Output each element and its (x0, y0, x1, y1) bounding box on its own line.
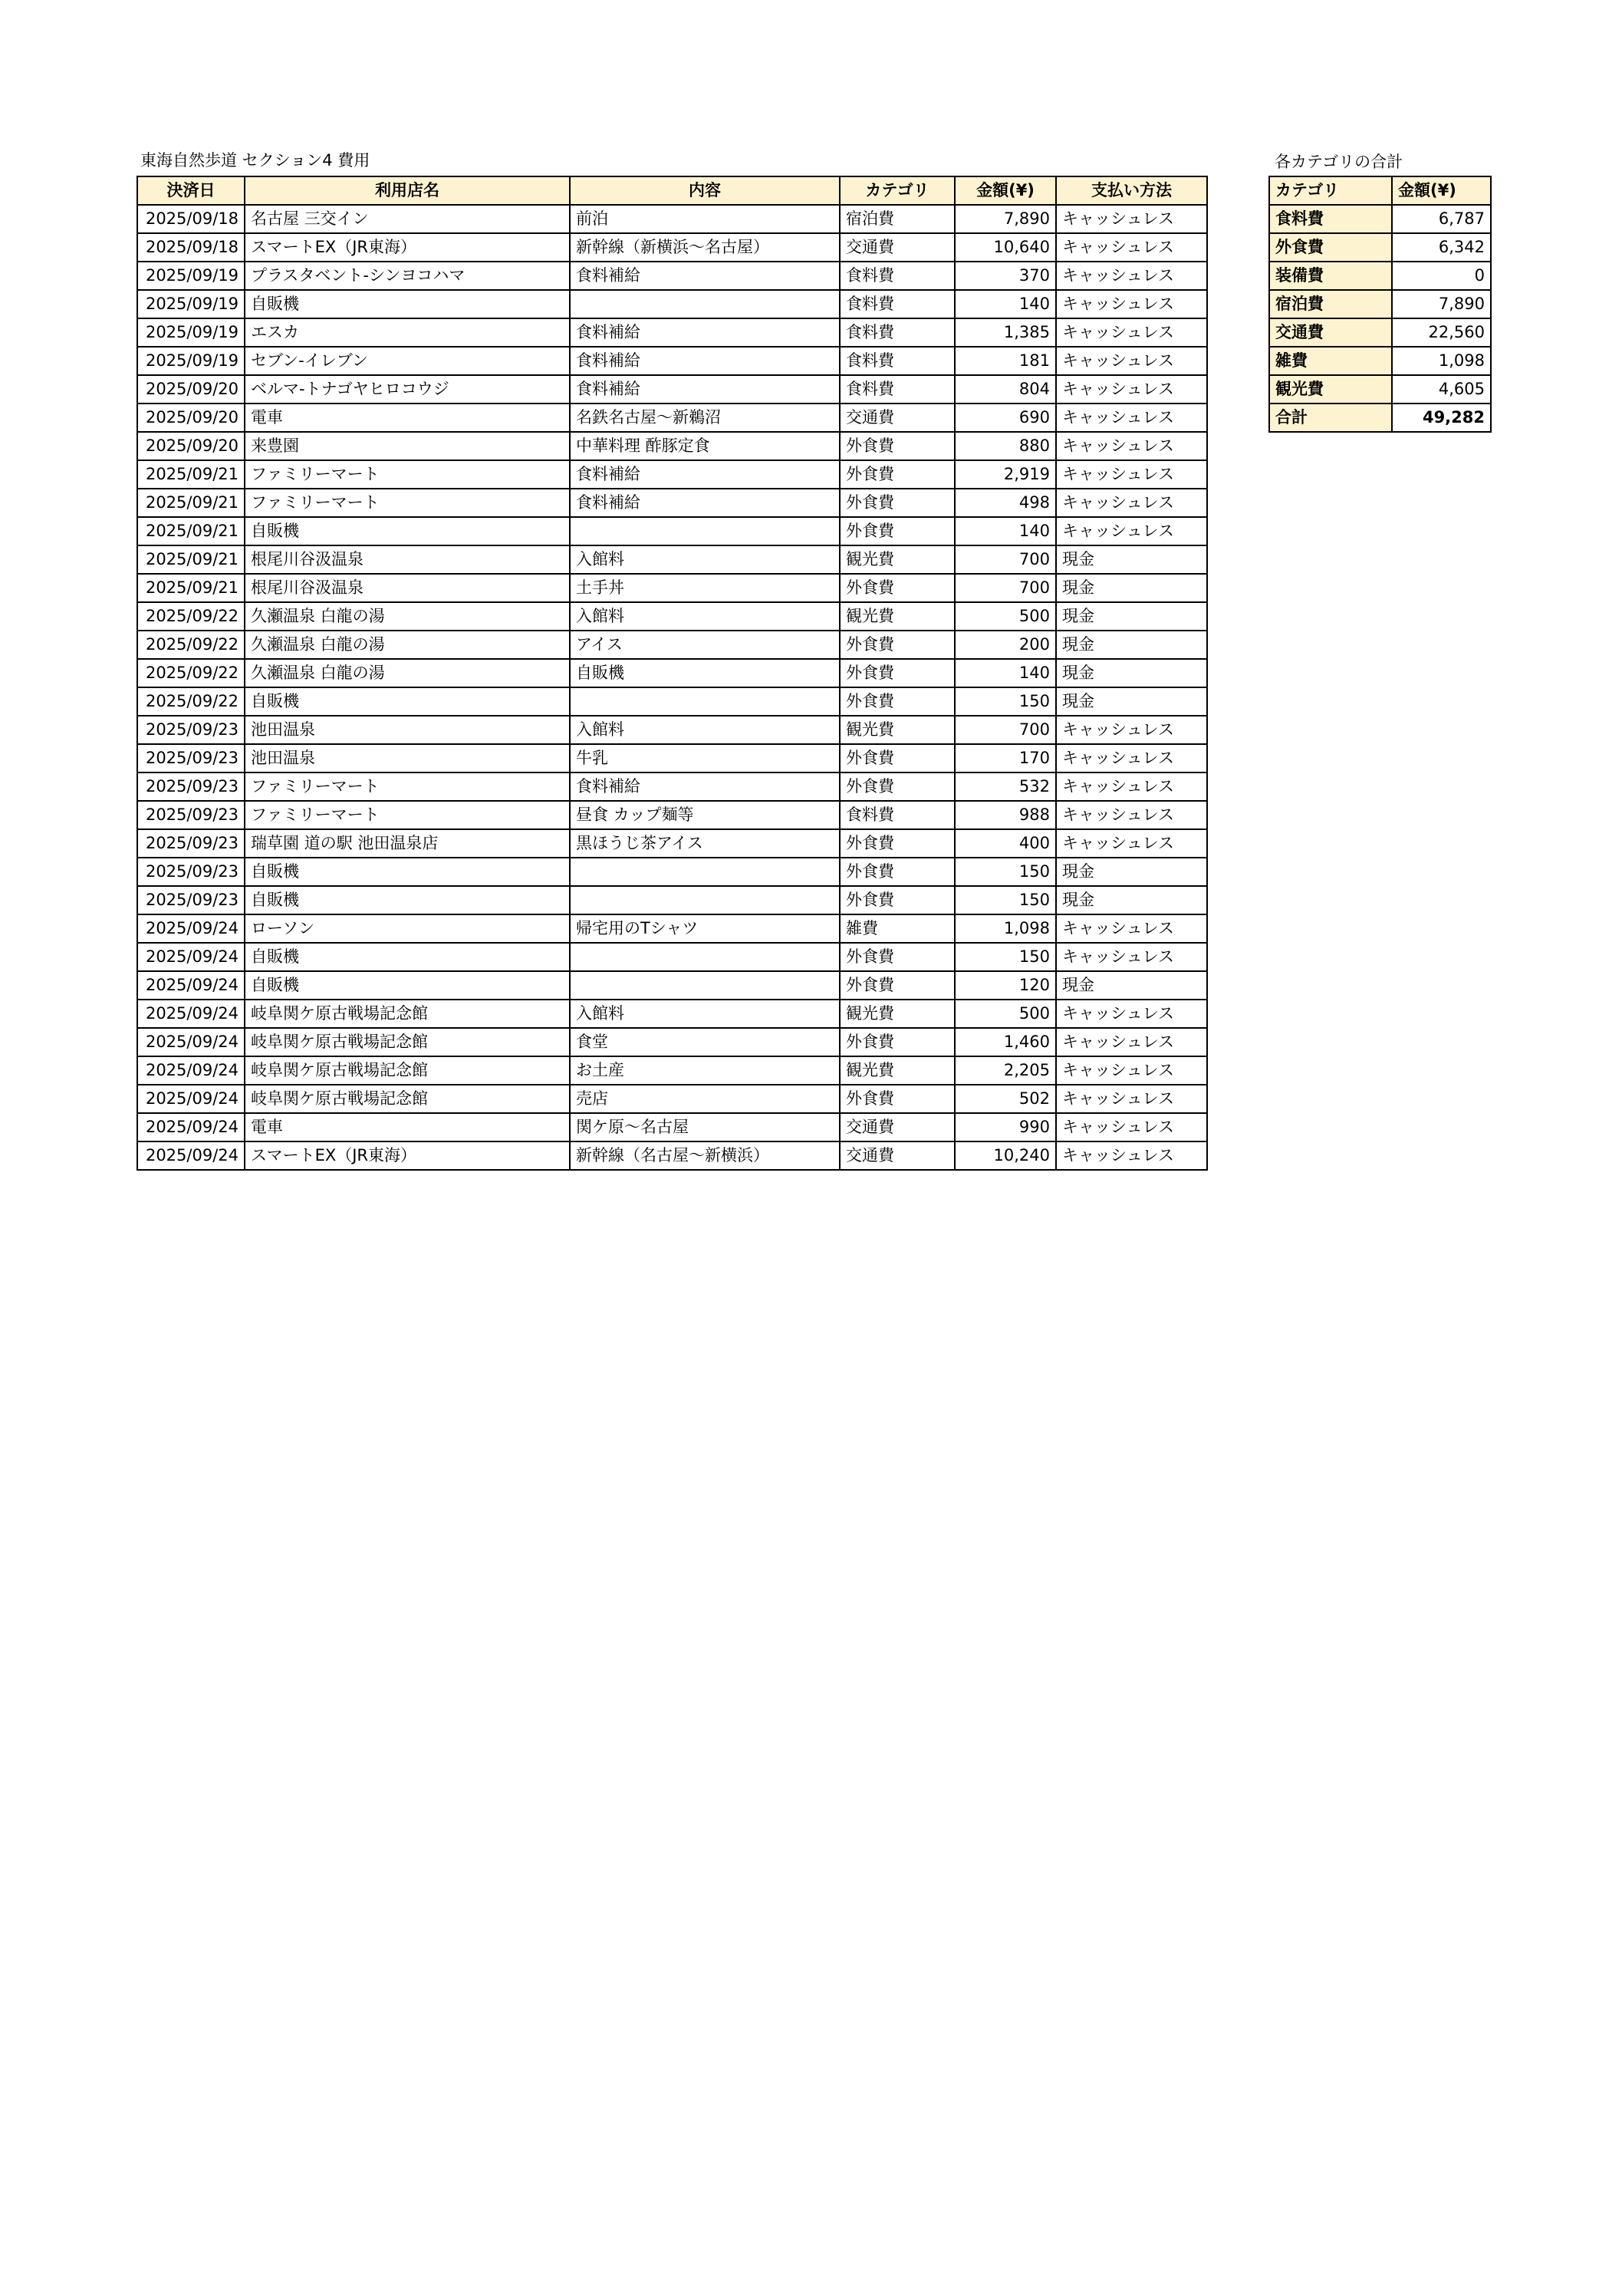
cell-date: 2025/09/24 (137, 1056, 245, 1085)
cell-date: 2025/09/21 (137, 460, 245, 489)
table-row (137, 205, 1207, 233)
cell-date: 2025/09/22 (137, 659, 245, 687)
cell-amount: 988 (955, 801, 1056, 829)
table-row (137, 318, 1207, 347)
cell-payment: 現金 (1056, 574, 1207, 602)
summary-header-row (1269, 176, 1491, 205)
cell-amount: 2,919 (955, 460, 1056, 489)
cell-content: 前泊 (570, 205, 840, 233)
cell-amount: 370 (955, 262, 1056, 290)
cell-category: 外食費 (840, 432, 955, 460)
cell-date: 2025/09/23 (137, 772, 245, 801)
cell-date: 2025/09/21 (137, 489, 245, 517)
cell-content: 昼食 カップ麺等 (570, 801, 840, 829)
cell-shop: 来豊園 (245, 432, 570, 460)
cell-payment: キャッシュレス (1056, 375, 1207, 404)
cell-payment: キャッシュレス (1056, 460, 1207, 489)
cell-amount: 804 (955, 375, 1056, 404)
cell-shop: 岐阜関ケ原古戦場記念館 (245, 1056, 570, 1085)
cell-content: 入館料 (570, 545, 840, 574)
cell-amount: 7,890 (955, 205, 1056, 233)
cell-shop: 根尾川谷汲温泉 (245, 574, 570, 602)
cell-shop: 電車 (245, 1113, 570, 1141)
cell-content: 黒ほうじ茶アイス (570, 829, 840, 858)
summary-title: 各カテゴリの合計 (1275, 153, 1403, 171)
cell-shop: 岐阜関ケ原古戦場記念館 (245, 1085, 570, 1113)
cell-amount: 532 (955, 772, 1056, 801)
cell-date: 2025/09/21 (137, 517, 245, 545)
table-row (137, 659, 1207, 687)
summary-amount: 7,890 (1392, 290, 1491, 318)
cell-content: 入館料 (570, 716, 840, 744)
cell-date: 2025/09/23 (137, 886, 245, 914)
summary-amount: 1,098 (1392, 347, 1491, 375)
cell-shop: 岐阜関ケ原古戦場記念館 (245, 1028, 570, 1056)
table-row (137, 631, 1207, 659)
cell-payment: キャッシュレス (1056, 318, 1207, 347)
summary-amount: 6,787 (1392, 205, 1491, 233)
cell-shop: エスカ (245, 318, 570, 347)
cell-shop: 池田温泉 (245, 716, 570, 744)
cell-shop: ローソン (245, 914, 570, 943)
cell-amount: 700 (955, 574, 1056, 602)
table-row (137, 716, 1207, 744)
cell-amount: 120 (955, 971, 1056, 1000)
cell-shop: ファミリーマート (245, 489, 570, 517)
cell-date: 2025/09/24 (137, 971, 245, 1000)
summary-amount: 22,560 (1392, 318, 1491, 347)
cell-category: 外食費 (840, 659, 955, 687)
summary-amount: 6,342 (1392, 233, 1491, 262)
cell-content: 食堂 (570, 1028, 840, 1056)
cell-date: 2025/09/19 (137, 290, 245, 318)
cell-shop: 電車 (245, 404, 570, 432)
cell-shop: 久瀬温泉 白龍の湯 (245, 631, 570, 659)
cell-content: 食料補給 (570, 772, 840, 801)
cell-date: 2025/09/20 (137, 375, 245, 404)
cell-payment: キャッシュレス (1056, 517, 1207, 545)
category-summary-table (1268, 176, 1492, 433)
table-row (137, 744, 1207, 772)
cell-payment: キャッシュレス (1056, 829, 1207, 858)
cell-content: 入館料 (570, 602, 840, 631)
cell-amount: 150 (955, 886, 1056, 914)
summary-total-label: 合計 (1269, 404, 1392, 432)
cell-date: 2025/09/22 (137, 631, 245, 659)
cell-content: 入館料 (570, 1000, 840, 1028)
cell-category: 外食費 (840, 829, 955, 858)
cell-category: 食料費 (840, 375, 955, 404)
table-row (137, 517, 1207, 545)
table-row (137, 971, 1207, 1000)
cell-category: 観光費 (840, 602, 955, 631)
cell-payment: 現金 (1056, 687, 1207, 716)
cell-amount: 880 (955, 432, 1056, 460)
cell-payment: キャッシュレス (1056, 1000, 1207, 1028)
cell-date: 2025/09/19 (137, 262, 245, 290)
cell-category: 交通費 (840, 1141, 955, 1170)
summary-total-amount: 49,282 (1392, 404, 1491, 432)
cell-category: 食料費 (840, 290, 955, 318)
cell-amount: 502 (955, 1085, 1056, 1113)
cell-shop: ファミリーマート (245, 460, 570, 489)
table-row (137, 347, 1207, 375)
cell-date: 2025/09/18 (137, 233, 245, 262)
cell-shop: ファミリーマート (245, 801, 570, 829)
cell-category: 外食費 (840, 744, 955, 772)
table-row (137, 290, 1207, 318)
cell-content: 食料補給 (570, 318, 840, 347)
cell-content (570, 517, 840, 545)
cell-shop: ファミリーマート (245, 772, 570, 801)
cell-amount: 10,240 (955, 1141, 1056, 1170)
table-row (137, 1085, 1207, 1113)
cell-amount: 200 (955, 631, 1056, 659)
cell-content: 土手丼 (570, 574, 840, 602)
summary-category: 食料費 (1269, 205, 1392, 233)
cell-category: 外食費 (840, 971, 955, 1000)
table-row (137, 460, 1207, 489)
table-row (137, 602, 1207, 631)
cell-payment: キャッシュレス (1056, 772, 1207, 801)
cell-category: 外食費 (840, 943, 955, 971)
cell-shop: 瑞草園 道の駅 池田温泉店 (245, 829, 570, 858)
cell-shop: 池田温泉 (245, 744, 570, 772)
header-date: 決済日 (137, 176, 245, 205)
header-payment: 支払い方法 (1056, 176, 1207, 205)
cell-content: 食料補給 (570, 489, 840, 517)
cell-shop: 自販機 (245, 687, 570, 716)
cell-payment: 現金 (1056, 886, 1207, 914)
summary-header-category: カテゴリ (1269, 176, 1392, 205)
cell-amount: 10,640 (955, 233, 1056, 262)
cell-category: 観光費 (840, 1000, 955, 1028)
cell-date: 2025/09/24 (137, 914, 245, 943)
cell-content (570, 971, 840, 1000)
cell-date: 2025/09/21 (137, 545, 245, 574)
table-row (137, 886, 1207, 914)
cell-payment: 現金 (1056, 631, 1207, 659)
cell-category: 宿泊費 (840, 205, 955, 233)
cell-payment: 現金 (1056, 545, 1207, 574)
cell-payment: キャッシュレス (1056, 404, 1207, 432)
cell-shop: プラスタベント-シンヨコハマ (245, 262, 570, 290)
cell-date: 2025/09/23 (137, 858, 245, 886)
table-row (137, 1000, 1207, 1028)
cell-date: 2025/09/19 (137, 347, 245, 375)
summary-total-row (1269, 404, 1491, 432)
table-row (137, 489, 1207, 517)
header-content: 内容 (570, 176, 840, 205)
table-row (137, 829, 1207, 858)
cell-content: 新幹線（名古屋～新横浜） (570, 1141, 840, 1170)
cell-shop: 自販機 (245, 290, 570, 318)
cell-shop: スマートEX（JR東海） (245, 1141, 570, 1170)
summary-row (1269, 205, 1491, 233)
header-category: カテゴリ (840, 176, 955, 205)
cell-date: 2025/09/23 (137, 801, 245, 829)
cell-content (570, 858, 840, 886)
cell-date: 2025/09/21 (137, 574, 245, 602)
cell-content: 自販機 (570, 659, 840, 687)
cell-payment: キャッシュレス (1056, 290, 1207, 318)
cell-payment: キャッシュレス (1056, 205, 1207, 233)
cell-date: 2025/09/22 (137, 602, 245, 631)
cell-amount: 500 (955, 1000, 1056, 1028)
summary-header-amount: 金額(¥) (1392, 176, 1491, 205)
cell-content: 食料補給 (570, 347, 840, 375)
cell-payment: キャッシュレス (1056, 716, 1207, 744)
cell-category: 外食費 (840, 631, 955, 659)
cell-payment: キャッシュレス (1056, 914, 1207, 943)
cell-payment: キャッシュレス (1056, 347, 1207, 375)
cell-amount: 400 (955, 829, 1056, 858)
cell-payment: キャッシュレス (1056, 489, 1207, 517)
cell-content: 中華料理 酢豚定食 (570, 432, 840, 460)
cell-category: 外食費 (840, 517, 955, 545)
cell-content: 食料補給 (570, 375, 840, 404)
cell-shop: 自販機 (245, 517, 570, 545)
summary-row (1269, 233, 1491, 262)
summary-category: 観光費 (1269, 375, 1392, 404)
cell-category: 外食費 (840, 1028, 955, 1056)
cell-amount: 1,460 (955, 1028, 1056, 1056)
cell-category: 外食費 (840, 858, 955, 886)
table-row (137, 574, 1207, 602)
summary-category: 宿泊費 (1269, 290, 1392, 318)
summary-category: 雑費 (1269, 347, 1392, 375)
cell-category: 観光費 (840, 1056, 955, 1085)
cell-category: 食料費 (840, 801, 955, 829)
summary-row (1269, 318, 1491, 347)
table-row (137, 687, 1207, 716)
table-row (137, 1056, 1207, 1085)
cell-shop: ベルマ-トナゴヤヒロコウジ (245, 375, 570, 404)
table-row (137, 375, 1207, 404)
table-row (137, 801, 1207, 829)
cell-shop: 岐阜関ケ原古戦場記念館 (245, 1000, 570, 1028)
table-row (137, 914, 1207, 943)
cell-shop: 名古屋 三交イン (245, 205, 570, 233)
cell-content: 食料補給 (570, 262, 840, 290)
cell-category: 外食費 (840, 1085, 955, 1113)
cell-category: 交通費 (840, 1113, 955, 1141)
summary-row (1269, 347, 1491, 375)
summary-category: 装備費 (1269, 262, 1392, 290)
cell-payment: 現金 (1056, 659, 1207, 687)
cell-date: 2025/09/23 (137, 744, 245, 772)
cell-amount: 170 (955, 744, 1056, 772)
cell-amount: 690 (955, 404, 1056, 432)
cell-category: 交通費 (840, 404, 955, 432)
cell-category: 雑費 (840, 914, 955, 943)
cell-shop: 久瀬温泉 白龍の湯 (245, 602, 570, 631)
cell-category: 観光費 (840, 716, 955, 744)
cell-amount: 990 (955, 1113, 1056, 1141)
cell-amount: 498 (955, 489, 1056, 517)
cell-shop: セブン-イレブン (245, 347, 570, 375)
cell-date: 2025/09/23 (137, 716, 245, 744)
cell-shop: 根尾川谷汲温泉 (245, 545, 570, 574)
cell-payment: 現金 (1056, 971, 1207, 1000)
cell-shop: 自販機 (245, 886, 570, 914)
cell-category: 食料費 (840, 318, 955, 347)
header-amount: 金額(¥) (955, 176, 1056, 205)
cell-payment: キャッシュレス (1056, 1085, 1207, 1113)
cell-payment: キャッシュレス (1056, 432, 1207, 460)
table-row (137, 1028, 1207, 1056)
table-row (137, 943, 1207, 971)
summary-category: 外食費 (1269, 233, 1392, 262)
summary-category: 交通費 (1269, 318, 1392, 347)
summary-row (1269, 290, 1491, 318)
cell-shop: 久瀬温泉 白龍の湯 (245, 659, 570, 687)
cell-amount: 150 (955, 858, 1056, 886)
cell-category: 交通費 (840, 233, 955, 262)
cell-amount: 181 (955, 347, 1056, 375)
cell-date: 2025/09/24 (137, 943, 245, 971)
cell-category: 外食費 (840, 574, 955, 602)
cell-payment: キャッシュレス (1056, 233, 1207, 262)
table-row (137, 404, 1207, 432)
cell-payment: 現金 (1056, 602, 1207, 631)
summary-row (1269, 262, 1491, 290)
cell-date: 2025/09/20 (137, 432, 245, 460)
cell-content: お土産 (570, 1056, 840, 1085)
table-row (137, 1113, 1207, 1141)
cell-amount: 2,205 (955, 1056, 1056, 1085)
cell-amount: 700 (955, 716, 1056, 744)
cell-shop: 自販機 (245, 858, 570, 886)
cell-date: 2025/09/19 (137, 318, 245, 347)
cell-payment: 現金 (1056, 858, 1207, 886)
cell-content: 関ケ原～名古屋 (570, 1113, 840, 1141)
cell-category: 外食費 (840, 687, 955, 716)
cell-amount: 700 (955, 545, 1056, 574)
cell-category: 外食費 (840, 772, 955, 801)
cell-date: 2025/09/18 (137, 205, 245, 233)
cell-category: 食料費 (840, 262, 955, 290)
header-shop: 利用店名 (245, 176, 570, 205)
cell-amount: 140 (955, 517, 1056, 545)
cell-date: 2025/09/24 (137, 1141, 245, 1170)
cell-content: 売店 (570, 1085, 840, 1113)
expense-table (137, 176, 1208, 1171)
cell-content: アイス (570, 631, 840, 659)
summary-amount: 4,605 (1392, 375, 1491, 404)
table-row (137, 262, 1207, 290)
cell-content (570, 290, 840, 318)
cell-date: 2025/09/24 (137, 1113, 245, 1141)
table-row (137, 233, 1207, 262)
table-row (137, 1141, 1207, 1170)
cell-content (570, 943, 840, 971)
page-title: 東海自然歩道 セクション4 費用 (140, 151, 370, 170)
cell-content: 名鉄名古屋～新鵜沼 (570, 404, 840, 432)
table-row (137, 545, 1207, 574)
cell-payment: キャッシュレス (1056, 1056, 1207, 1085)
cell-content: 食料補給 (570, 460, 840, 489)
table-row (137, 432, 1207, 460)
cell-content: 牛乳 (570, 744, 840, 772)
cell-category: 外食費 (840, 489, 955, 517)
cell-amount: 150 (955, 943, 1056, 971)
cell-payment: キャッシュレス (1056, 262, 1207, 290)
cell-payment: キャッシュレス (1056, 1028, 1207, 1056)
cell-date: 2025/09/24 (137, 1085, 245, 1113)
cell-category: 外食費 (840, 460, 955, 489)
cell-payment: キャッシュレス (1056, 943, 1207, 971)
cell-amount: 140 (955, 290, 1056, 318)
cell-category: 食料費 (840, 347, 955, 375)
expense-header-row (137, 176, 1207, 205)
cell-category: 観光費 (840, 545, 955, 574)
cell-category: 外食費 (840, 886, 955, 914)
cell-amount: 150 (955, 687, 1056, 716)
cell-payment: キャッシュレス (1056, 1141, 1207, 1170)
cell-amount: 1,098 (955, 914, 1056, 943)
cell-content (570, 886, 840, 914)
cell-date: 2025/09/23 (137, 829, 245, 858)
summary-amount: 0 (1392, 262, 1491, 290)
cell-payment: キャッシュレス (1056, 744, 1207, 772)
cell-date: 2025/09/24 (137, 1000, 245, 1028)
cell-content: 新幹線（新横浜～名古屋） (570, 233, 840, 262)
cell-date: 2025/09/22 (137, 687, 245, 716)
cell-shop: スマートEX（JR東海） (245, 233, 570, 262)
cell-content: 帰宅用のTシャツ (570, 914, 840, 943)
cell-amount: 140 (955, 659, 1056, 687)
cell-content (570, 687, 840, 716)
summary-row (1269, 375, 1491, 404)
cell-date: 2025/09/20 (137, 404, 245, 432)
cell-amount: 500 (955, 602, 1056, 631)
table-row (137, 858, 1207, 886)
cell-payment: キャッシュレス (1056, 801, 1207, 829)
cell-date: 2025/09/24 (137, 1028, 245, 1056)
cell-amount: 1,385 (955, 318, 1056, 347)
cell-payment: キャッシュレス (1056, 1113, 1207, 1141)
cell-shop: 自販機 (245, 971, 570, 1000)
cell-shop: 自販機 (245, 943, 570, 971)
table-row (137, 772, 1207, 801)
